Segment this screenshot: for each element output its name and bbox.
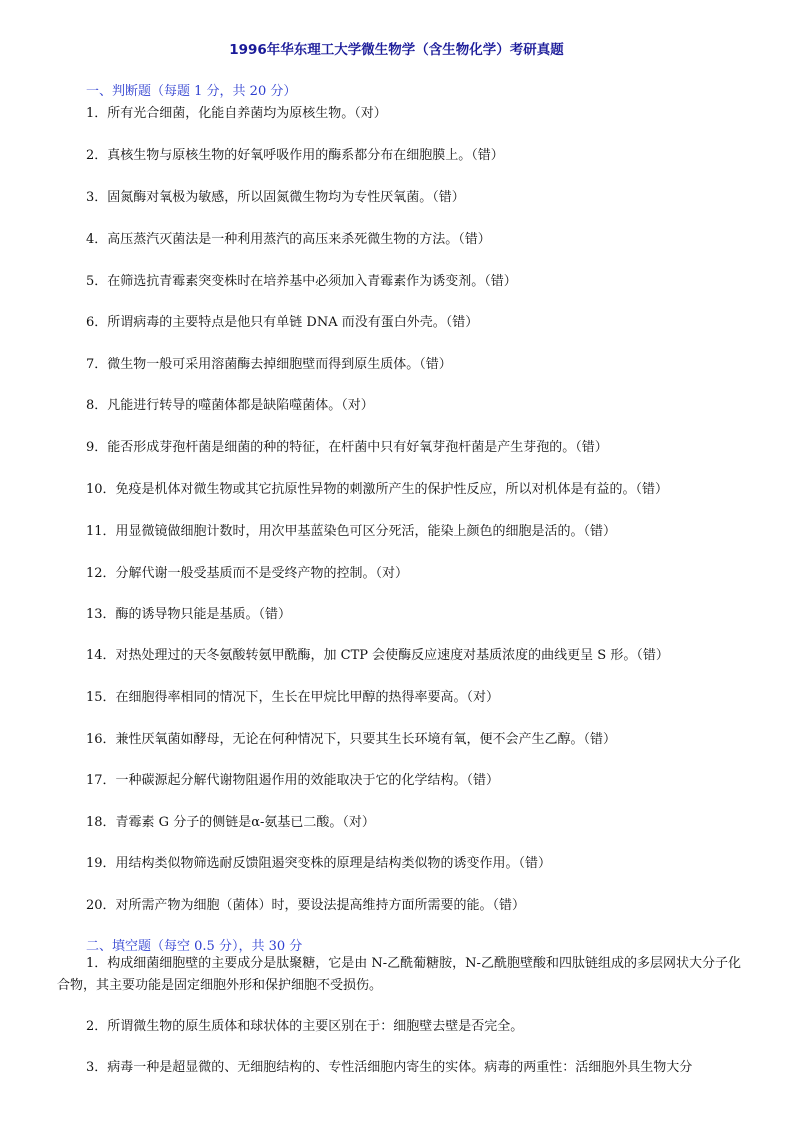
question-item: 17．一种碳源起分解代谢物阻遏作用的效能取决于它的化学结构。（错）	[86, 773, 500, 788]
question-item: 1．所有光合细菌，化能自养菌均为原核生物。（对）	[86, 106, 387, 121]
page-title: 1996年华东理工大学微生物学（含生物化学）考研真题	[229, 42, 564, 58]
question-item: 19．用结构类似物筛选耐反馈阻遏突变株的原理是结构类似物的诱变作用。（错）	[86, 856, 552, 871]
question-item: 13．酶的诱导物只能是基质。（错）	[86, 607, 292, 622]
question-item: 14．对热处理过的天冬氨酸转氨甲酰酶，加 CTP 会使酶反应速度对基质浓度的曲线更呈 S 形。（错）	[86, 648, 669, 663]
question-item: 9．能否形成芽孢杆菌是细菌的种的特征，在杆菌中只有好氧芽孢杆菌是产生芽孢的。（错）	[86, 440, 608, 455]
question-item: 6．所谓病毒的主要特点是他只有单链 DNA 而没有蛋白外壳。（错）	[86, 315, 479, 330]
question-item: 20．对所需产物为细胞（菌体）时，要设法提高维持方面所需要的能。（错）	[86, 898, 526, 913]
question-item: 11．用显微镜做细胞计数时，用次甲基蓝染色可区分死活，能染上颜色的细胞是活的。（错）	[86, 524, 617, 539]
fill-in-paragraph: 3．病毒一种是超显微的、无细胞结构的、专性活细胞内寄生的实体。病毒的两重性：活细胞外具生物大分	[86, 1060, 693, 1075]
fill-in-paragraph: 2．所谓微生物的原生质体和球状体的主要区别在于：细胞壁去壁是否完全。	[86, 1019, 524, 1034]
question-item: 4．高压蒸汽灭菌法是一种利用蒸汽的高压来杀死微生物的方法。（错）	[86, 232, 491, 247]
question-item: 18．青霉素 G 分子的侧链是α-氨基已二酸。（对）	[86, 815, 375, 830]
question-item: 3．固氮酶对氧极为敏感，所以固氮微生物均为专性厌氧菌。（错）	[86, 190, 465, 205]
question-item: 15．在细胞得率相同的情况下，生长在甲烷比甲醇的热得率要高。（对）	[86, 690, 500, 705]
question-item: 8．凡能进行转导的噬菌体都是缺陷噬菌体。（对）	[86, 398, 374, 413]
section-heading-true-false: 一、判断题（每题 1 分，共 20 分）	[86, 84, 297, 99]
question-item: 16．兼性厌氧菌如酵母，无论在何种情况下，只要其生长环境有氧，便不会产生乙醇。（错）	[86, 732, 617, 747]
question-item: 2．真核生物与原核生物的好氧呼吸作用的酶系都分布在细胞膜上。（错）	[86, 148, 504, 163]
question-item: 5．在筛选抗青霉素突变株时在培养基中必须加入青霉素作为诱变剂。（错）	[86, 274, 517, 289]
question-item: 10．免疫是机体对微生物或其它抗原性异物的刺激所产生的保护性反应，所以对机体是有益的。（错）	[86, 482, 669, 497]
question-item: 7．微生物一般可采用溶菌酶去掉细胞壁而得到原生质体。（错）	[86, 357, 452, 372]
section-heading-fill-in: 二、填空题（每空 0.5 分），共 30 分	[86, 939, 303, 954]
fill-in-paragraph: 1．构成细菌细胞壁的主要成分是肽聚糖，它是由 N-乙酰葡糖胺，N-乙酰胞壁酸和四肽链组成的多层网状大分子化合物，其主要功能是固定细胞外形和保护细胞不受损伤。	[57, 956, 741, 993]
question-item: 12．分解代谢一般受基质而不是受终产物的控制。（对）	[86, 566, 409, 581]
